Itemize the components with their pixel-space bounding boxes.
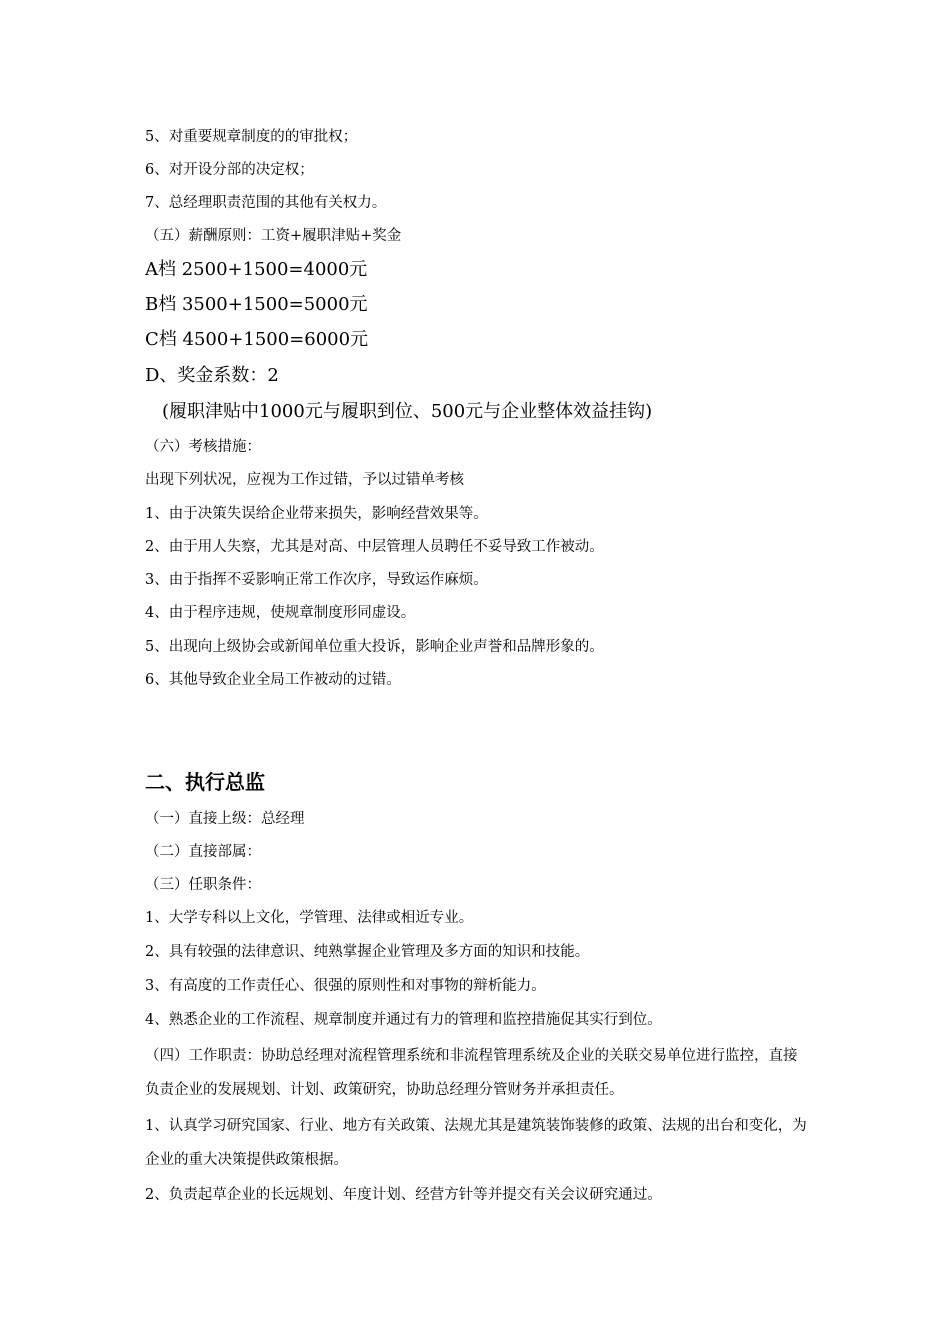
salary-grade: C档 4500+1500=6000元	[145, 329, 369, 350]
assessment-heading: （六）考核措施：	[145, 439, 261, 455]
assessment-item: 1、由于决策失误给企业带来损失，影响经营效果等。	[145, 506, 488, 522]
salary-grade: A档 2500+1500=4000元	[145, 259, 368, 280]
assessment-intro: 出现下列状况，应视为工作过错，予以过错单考核	[145, 472, 464, 488]
assessment-item: 6、其他导致企业全局工作被动的过错。	[145, 672, 401, 688]
rights-item: 6、对开设分部的决定权；	[145, 162, 314, 178]
duties-heading: （四）工作职责：协助总经理对流程管理系统和非流程管理系统及企业的关联交易单位进行监控，直接负责企业的发展规划、计划、政策研究，协助总经理分管财务并承担责任。	[145, 1048, 798, 1098]
duty-item: 2、负责起草企业的长远规划、年度计划、经营方针等并提交有关会议研究通过。	[145, 1187, 662, 1203]
assessment-item: 5、出现向上级协会或新闻单位重大投诉，影响企业声誉和品牌形象的。	[145, 639, 604, 655]
assessment-item: 2、由于用人失察，尤其是对高、中层管理人员聘任不妥导致工作被动。	[145, 539, 604, 555]
assessment-item: 3、由于指挥不妥影响正常工作次序，导致运作麻烦。	[145, 572, 488, 588]
duty-item: 1、认真学习研究国家、行业、地方有关政策、法规尤其是建筑装饰装修的政策、法规的出台和变化，为企业的重大决策提供政策根据。	[145, 1118, 807, 1168]
qualification-heading: （三）任职条件：	[145, 877, 261, 893]
assessment-item: 4、由于程序违规，使规章制度形同虚设。	[145, 605, 416, 621]
direct-subordinates: （二）直接部属：	[145, 844, 261, 860]
bonus-coefficient: D、奖金系数：2	[145, 365, 279, 386]
direct-superior: （一）直接上级：总经理	[145, 811, 305, 827]
salary-grade: B档 3500+1500=5000元	[145, 294, 368, 315]
rights-item: 5、对重要规章制度的的审批权；	[145, 129, 358, 145]
rights-item: 7、总经理职责范围的其他有关权力。	[145, 195, 387, 211]
salary-heading: （五）薪酬原则：工资+履职津贴+奖金	[145, 228, 402, 244]
qualification-item: 3、有高度的工作责任心、很强的原则性和对事物的辩析能力。	[145, 978, 546, 994]
qualification-item: 4、熟悉企业的工作流程、规章制度并通过有力的管理和监控措施促其实行到位。	[145, 1012, 662, 1028]
qualification-item: 1、大学专科以上文化，学管理、法律或相近专业。	[145, 910, 474, 926]
qualification-item: 2、具有较强的法律意识、纯熟掌握企业管理及多方面的知识和技能。	[145, 944, 590, 960]
bonus-note: (履职津贴中1000元与履职到位、500元与企业整体效益挂钩)	[162, 401, 653, 422]
section-title: 二、执行总监	[145, 770, 265, 794]
